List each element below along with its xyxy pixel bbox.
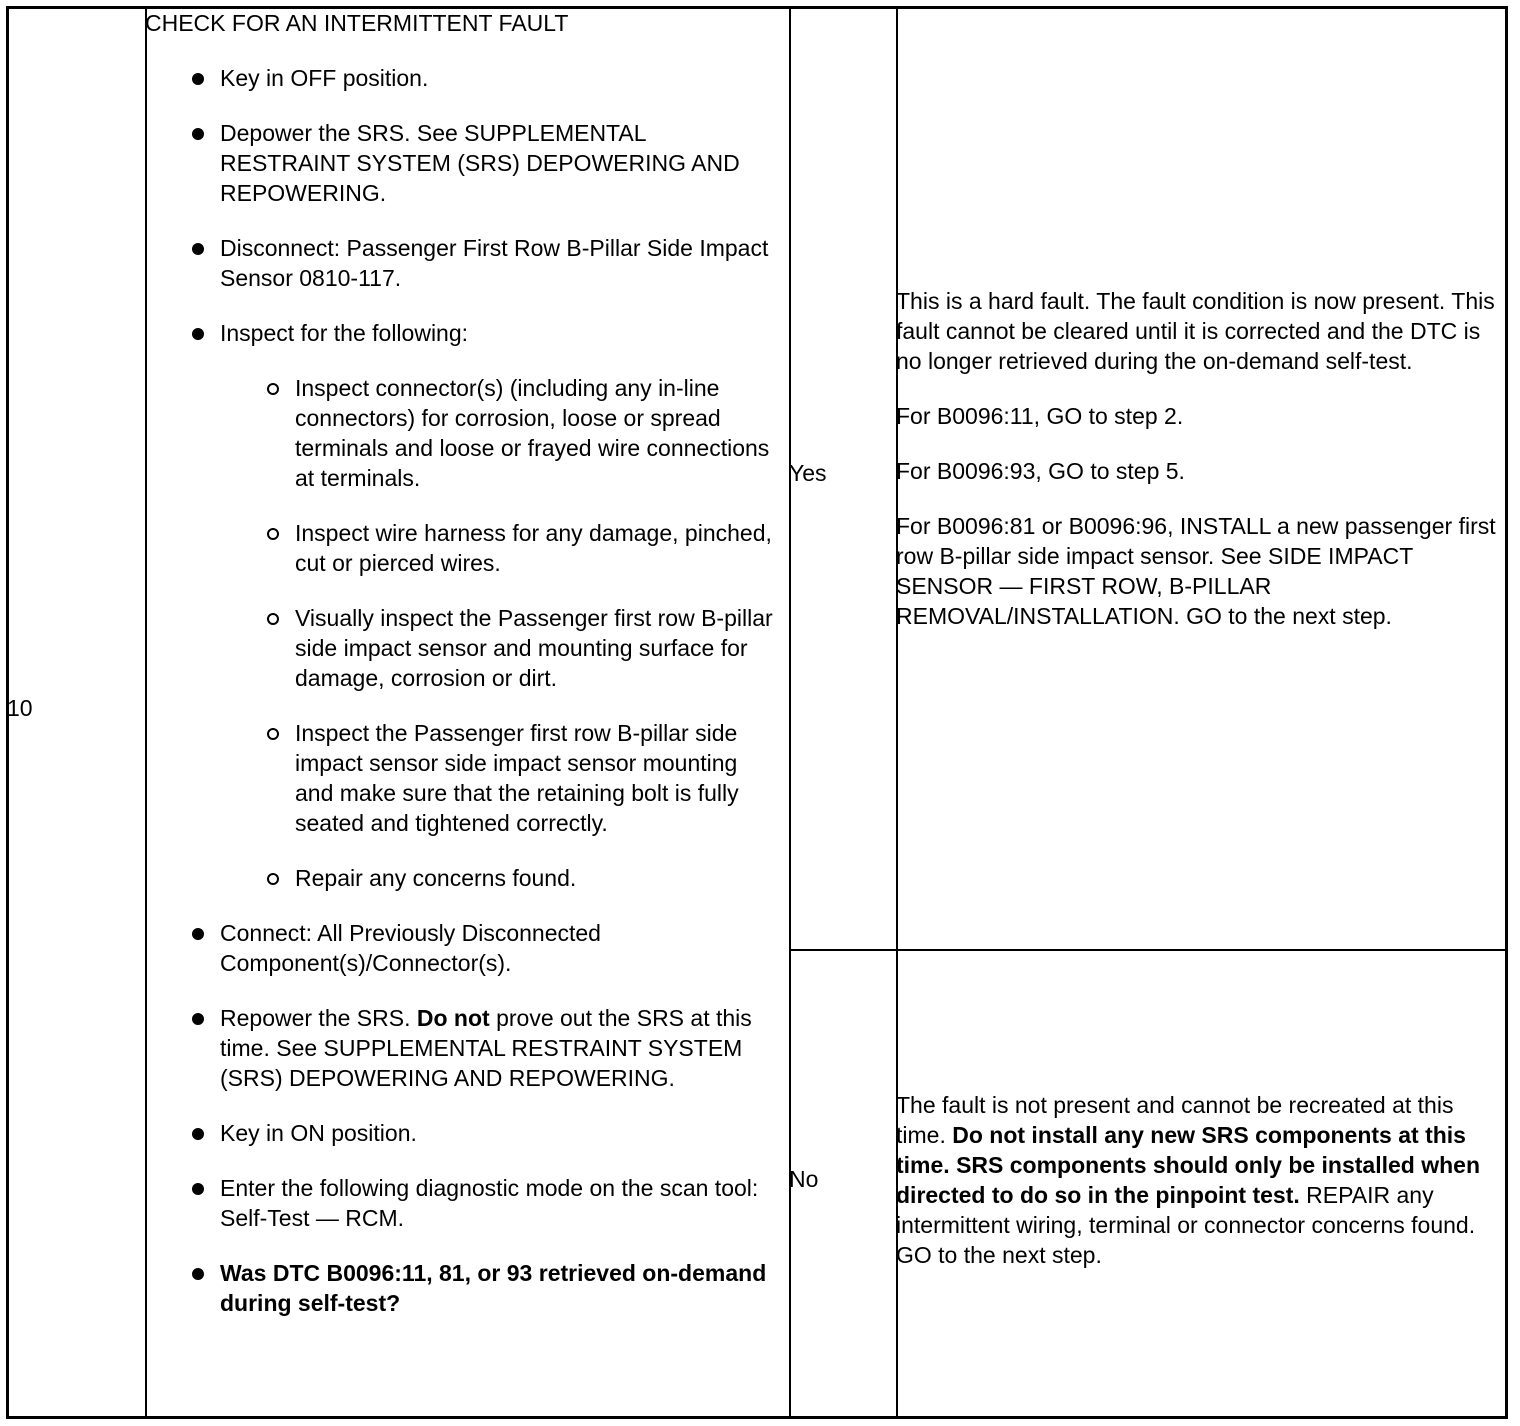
inspect-sub-bullet: Inspect wire harness for any damage, pinched, cut or pierced wires. — [220, 518, 775, 578]
action-bullet: Disconnect: Passenger First Row B-Pillar Side Impact Sensor 0810-117. — [145, 233, 775, 293]
repower-text-before: Repower the SRS. — [220, 1005, 417, 1031]
action-bullet: Key in OFF position. — [145, 63, 775, 93]
result-yes-paragraph: For B0096:11, GO to step 2. — [896, 403, 1184, 429]
condition-no: No — [789, 1166, 819, 1192]
row-divider-yes-no — [789, 949, 1505, 951]
result-no — [896, 1090, 1496, 1270]
column-divider-action — [789, 9, 791, 1416]
result-yes-paragraph: This is a hard fault. The fault condition is now present. This fault cannot be cleared until it is corrected and the DTC is no longer retrieved during the on-demand self-test. — [896, 288, 1495, 374]
result-no-text-before: The fault is not present and cannot be recreated at this time. — [896, 1092, 1454, 1148]
action-bullet-inspect — [145, 318, 775, 893]
inspect-sublist — [220, 373, 775, 893]
result-yes-paragraph: For B0096:93, GO to step 5. — [896, 458, 1185, 484]
action-title: CHECK FOR AN INTERMITTENT FAULT — [145, 10, 569, 36]
action-bullet: Connect: All Previously Disconnected Component(s)/Connector(s). — [145, 918, 775, 978]
result-no-text-after: REPAIR any intermittent wiring, terminal or connector concerns found. GO to the next step. — [896, 1182, 1476, 1268]
action-bullet-repower — [145, 1003, 775, 1093]
inspect-heading: Inspect for the following: — [220, 320, 469, 346]
result-no-warning: Do not install any new SRS components at this time. SRS components should only be installed when directed to do so in the pinpoint test. — [896, 1122, 1481, 1208]
action-question: Was DTC B0096:11, 81, or 93 retrieved on-demand during self-test? — [145, 1258, 775, 1318]
action-bullet: Enter the following diagnostic mode on the scan tool: Self-Test — RCM. — [145, 1173, 775, 1233]
do-not-emphasis: Do not — [416, 1005, 490, 1031]
inspect-sub-bullet: Inspect connector(s) (including any in-line connectors) for corrosion, loose or spread terminals and loose or frayed wire connections at terminals. — [220, 373, 775, 493]
inspect-sub-bullet: Inspect the Passenger first row B-pillar side impact sensor side impact sensor mounting and make sure that the retaining bolt is fully seated and tightened correctly. — [220, 718, 775, 838]
result-yes-paragraph: For B0096:81 or B0096:96, INSTALL a new passenger first row B-pillar side impact sensor. See SIDE IMPACT SENSOR — FIRST ROW, B-PILLAR REMOVAL/INSTALLATION. GO to the next step. — [896, 513, 1496, 629]
result-yes — [896, 286, 1496, 631]
inspect-sub-bullet: Repair any concerns found. — [220, 863, 775, 893]
condition-yes: Yes — [789, 460, 827, 486]
action-bullet: Depower the SRS. See SUPPLEMENTAL RESTRAINT SYSTEM (SRS) DEPOWERING AND REPOWERING. — [145, 118, 775, 208]
inspect-sub-bullet: Visually inspect the Passenger first row B-pillar side impact sensor and mounting surface for damage, corrosion or dirt. — [220, 603, 775, 693]
result-no-paragraph — [896, 1090, 1496, 1270]
action-bullet: Key in ON position. — [145, 1118, 775, 1148]
action-list — [145, 63, 775, 1343]
step-number: 10 — [7, 695, 33, 721]
repower-text-after: prove out the SRS at this time. See SUPPLEMENTAL RESTRAINT SYSTEM (SRS) DEPOWERING AND REPOWERING. — [220, 1005, 752, 1091]
